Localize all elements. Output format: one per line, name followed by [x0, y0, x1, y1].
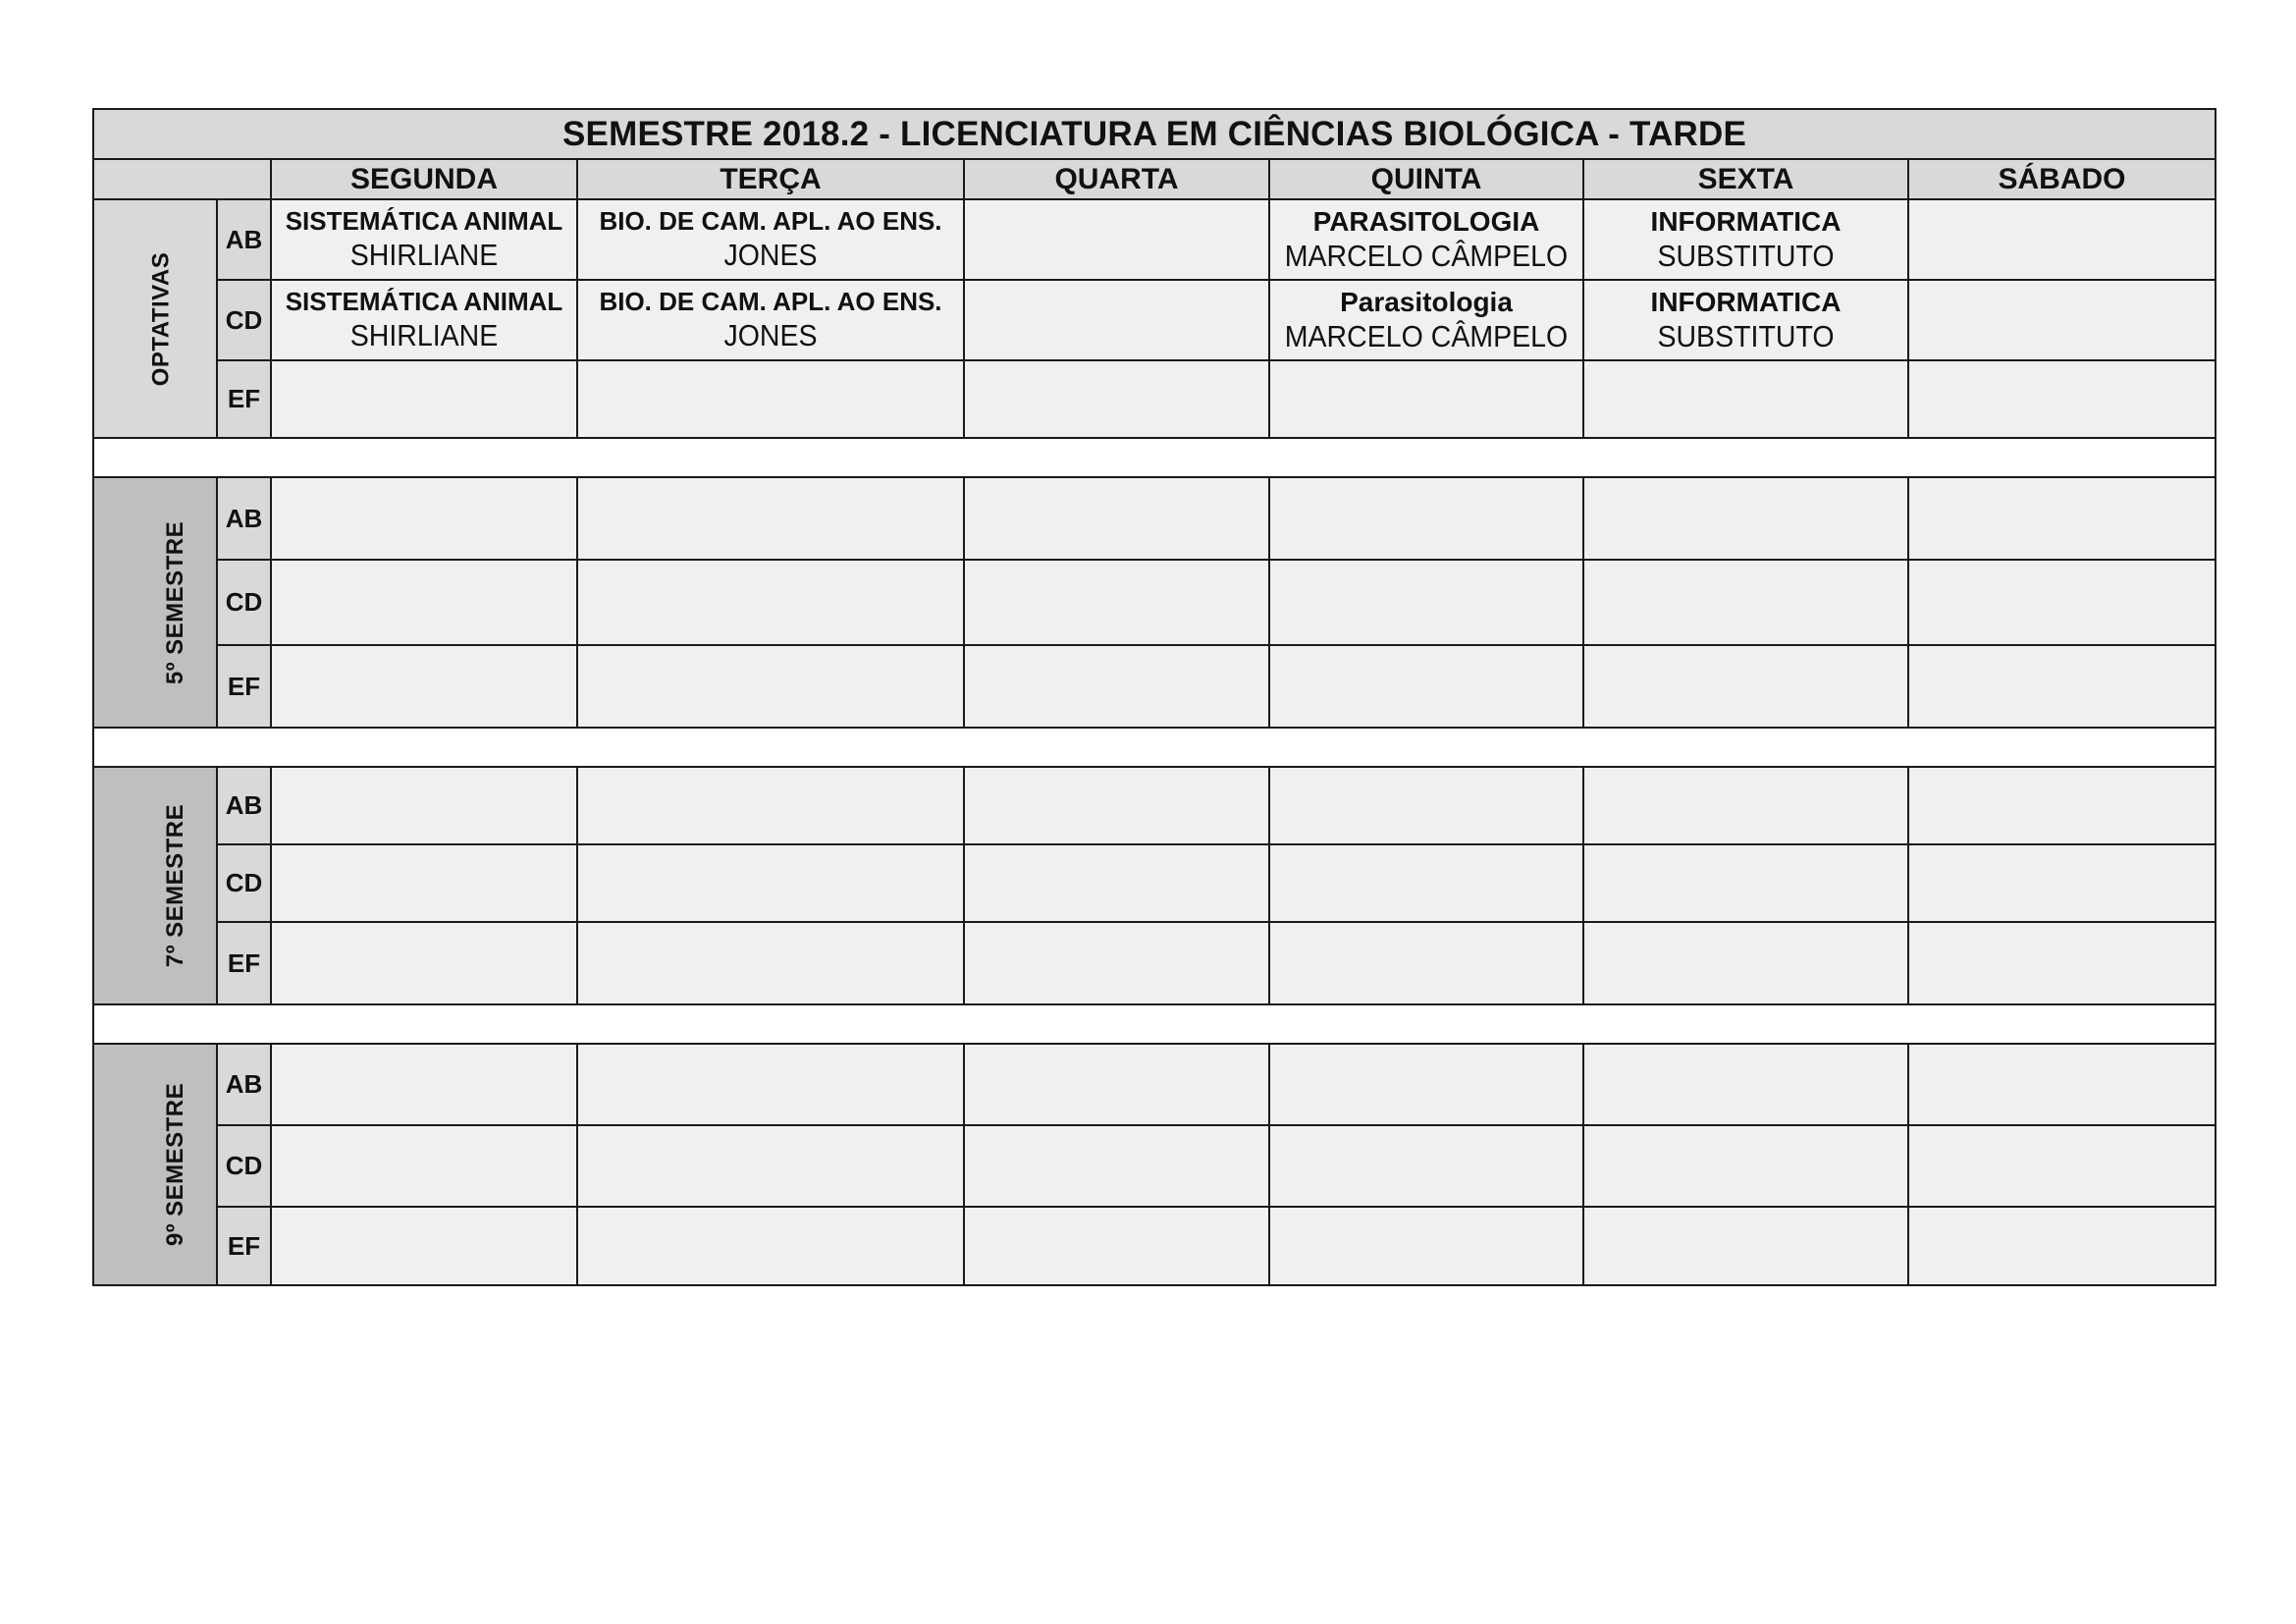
subject-name: INFORMATICA [1650, 286, 1842, 317]
subject-name: BIO. DE CAM. APL. AO ENS. [599, 286, 942, 316]
class-cell [1583, 645, 1908, 728]
class-cell [1908, 767, 2216, 844]
professor-name: JONES [723, 318, 818, 352]
professor-name: MARCELO CÂMPELO [1284, 319, 1569, 354]
class-cell [1269, 645, 1583, 728]
class-cell [964, 1207, 1269, 1285]
schedule-row-optativas-cd [93, 280, 2216, 360]
time-slot-label: CD [217, 1125, 271, 1207]
spacer-cell [93, 1004, 2216, 1044]
class-cell [964, 360, 1269, 438]
time-slot-label: EF [217, 360, 271, 438]
class-cell [1269, 280, 1583, 360]
group-spacer-row [93, 1004, 2216, 1044]
class-cell [964, 844, 1269, 922]
class-cell [1908, 1125, 2216, 1207]
subject-name: BIO. DE CAM. APL. AO ENS. [599, 205, 942, 236]
class-cell [1908, 922, 2216, 1004]
class-cell [577, 844, 964, 922]
class-cell [577, 560, 964, 645]
time-slot-label: AB [217, 1044, 271, 1125]
professor-name: JONES [723, 238, 818, 272]
class-cell [1269, 199, 1583, 280]
class-cell [1583, 922, 1908, 1004]
time-slot-label: EF [217, 1207, 271, 1285]
professor-name: SHIRLIANE [349, 238, 499, 272]
class-cell [1269, 1207, 1583, 1285]
time-slot-label: AB [217, 477, 271, 560]
class-cell [964, 477, 1269, 560]
time-slot-label: CD [217, 280, 271, 360]
time-slot-label: CD [217, 560, 271, 645]
day-header-sexta: SEXTA [1583, 159, 1908, 199]
class-cell [1269, 922, 1583, 1004]
class-cell [1269, 767, 1583, 844]
class-cell [577, 477, 964, 560]
class-cell [964, 922, 1269, 1004]
schedule-row-optativas-ef [93, 360, 2216, 438]
class-cell [271, 645, 577, 728]
class-cell [271, 360, 577, 438]
corner-header [93, 159, 271, 199]
day-header-sabado: SÁBADO [1908, 159, 2216, 199]
class-cell [1583, 1125, 1908, 1207]
schedule-row-7-semestre-ef [93, 922, 2216, 1004]
class-cell [1908, 560, 2216, 645]
schedule-row-9-semestre-cd [93, 1125, 2216, 1207]
subject-name: Parasitologia [1340, 286, 1513, 317]
time-slot-label: AB [217, 199, 271, 280]
class-cell [577, 1125, 964, 1207]
group-spacer-row [93, 438, 2216, 477]
class-cell [1908, 1207, 2216, 1285]
class-cell [1908, 1044, 2216, 1125]
schedule-row-9-semestre-ab [93, 1044, 2216, 1125]
class-cell [1908, 645, 2216, 728]
group-label: 5º SEMESTRE [162, 520, 189, 684]
class-cell [964, 560, 1269, 645]
class-cell [577, 922, 964, 1004]
spacer-cell [93, 728, 2216, 767]
class-cell [1908, 477, 2216, 560]
class-cell [1269, 1125, 1583, 1207]
class-cell [1269, 844, 1583, 922]
class-cell [1583, 280, 1908, 360]
class-cell [1583, 767, 1908, 844]
class-cell [1583, 1044, 1908, 1125]
schedule-row-5-semestre-ef [93, 645, 2216, 728]
professor-name: SUBSTITUTO [1657, 239, 1835, 274]
class-cell [1583, 1207, 1908, 1285]
title-row [93, 109, 2216, 159]
time-slot-label: EF [217, 645, 271, 728]
class-cell [577, 199, 964, 280]
class-cell [1583, 477, 1908, 560]
time-slot-label: EF [217, 922, 271, 1004]
class-cell [271, 1207, 577, 1285]
schedule-row-5-semestre-ab [93, 477, 2216, 560]
schedule-row-optativas-ab [93, 199, 2216, 280]
class-cell [577, 767, 964, 844]
class-cell [1583, 360, 1908, 438]
class-cell [577, 1044, 964, 1125]
schedule-row-7-semestre-cd [93, 844, 2216, 922]
group-label-cell [93, 767, 217, 1004]
group-label: OPTATIVAS [147, 251, 175, 386]
subject-name: PARASITOLOGIA [1312, 205, 1540, 237]
class-cell [271, 1125, 577, 1207]
group-label: 9º SEMESTRE [162, 1082, 189, 1247]
professor-name: MARCELO CÂMPELO [1284, 239, 1569, 274]
day-header-terca: TERÇA [577, 159, 964, 199]
class-cell [577, 1207, 964, 1285]
group-label-cell [93, 477, 217, 728]
subject-name: SISTEMÁTICA ANIMAL [285, 286, 563, 316]
class-cell [577, 360, 964, 438]
class-cell [271, 560, 577, 645]
class-cell [1269, 560, 1583, 645]
class-cell [577, 645, 964, 728]
class-cell [964, 767, 1269, 844]
class-cell [1908, 360, 2216, 438]
subject-name: INFORMATICA [1650, 205, 1842, 237]
professor-name: SUBSTITUTO [1657, 319, 1835, 354]
group-label-cell [93, 199, 217, 438]
subject-name: SISTEMÁTICA ANIMAL [285, 205, 563, 236]
time-slot-label: CD [217, 844, 271, 922]
class-cell [1583, 199, 1908, 280]
class-cell [1908, 280, 2216, 360]
day-header-quarta: QUARTA [964, 159, 1269, 199]
group-spacer-row [93, 728, 2216, 767]
professor-name: SHIRLIANE [349, 318, 499, 352]
class-cell [271, 477, 577, 560]
schedule-table [92, 108, 2216, 1286]
class-cell [271, 767, 577, 844]
class-cell [271, 280, 577, 360]
class-cell [271, 1044, 577, 1125]
class-cell [1583, 560, 1908, 645]
day-header-quinta: QUINTA [1269, 159, 1583, 199]
class-cell [964, 1044, 1269, 1125]
class-cell [1269, 360, 1583, 438]
schedule-row-9-semestre-ef [93, 1207, 2216, 1285]
class-cell [964, 645, 1269, 728]
class-cell [964, 199, 1269, 280]
class-cell [1908, 844, 2216, 922]
day-header-row [93, 159, 2216, 199]
time-slot-label: AB [217, 767, 271, 844]
class-cell [964, 1125, 1269, 1207]
group-label: 7º SEMESTRE [162, 803, 189, 968]
schedule-row-7-semestre-ab [93, 767, 2216, 844]
class-cell [271, 922, 577, 1004]
class-cell [1269, 477, 1583, 560]
schedule-row-5-semestre-cd [93, 560, 2216, 645]
class-cell [964, 280, 1269, 360]
group-label-cell [93, 1044, 217, 1285]
schedule-title: SEMESTRE 2018.2 - LICENCIATURA EM CIÊNCIAS BIOLÓGICA - TARDE [93, 109, 2216, 159]
class-cell [271, 844, 577, 922]
day-header-segunda: SEGUNDA [271, 159, 577, 199]
class-cell [271, 199, 577, 280]
spacer-cell [93, 438, 2216, 477]
class-cell [1269, 1044, 1583, 1125]
class-cell [577, 280, 964, 360]
class-cell [1583, 844, 1908, 922]
class-cell [1908, 199, 2216, 280]
